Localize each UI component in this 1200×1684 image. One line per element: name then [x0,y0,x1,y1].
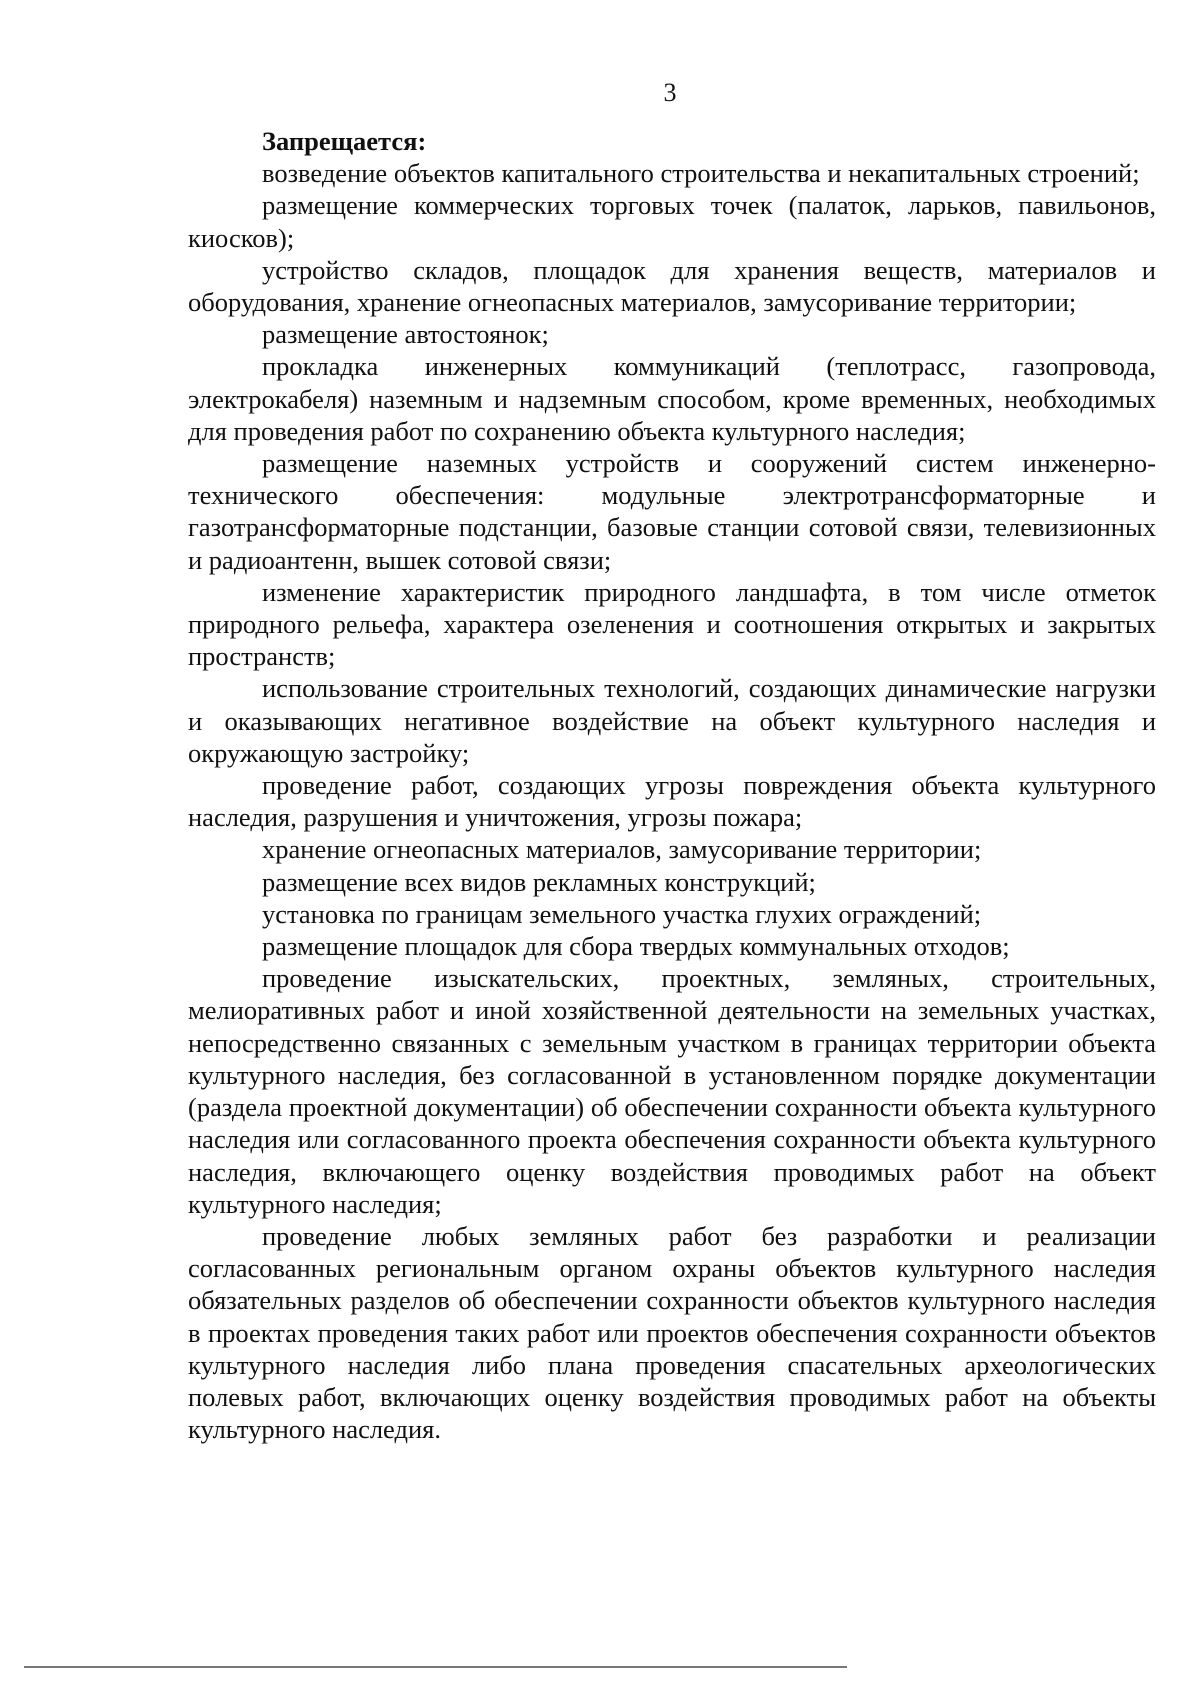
paragraph: размещение всех видов рекламных конструкций; [262,866,816,897]
paragraph: использование строительных технологий, создающих динамические нагрузки и оказывающих негативное воздействие на объект культурного наследия и окружающую застройку; [188,673,1156,768]
paragraph: размещение коммерческих торговых точек (палаток, ларьков, павильонов, киосков); [188,190,1156,253]
paragraph: хранение огнеопасных материалов, замусоривание территории; [262,834,982,865]
paragraph: размещение автостоянок; [262,319,549,350]
page-number: 3 [663,78,677,107]
paragraph: установка по границам земельного участка глухих ограждений; [262,898,982,929]
paragraph: изменение характеристик природного ландшафта, в том числе отметок природного рельефа, характера озеленения и соотношения открытых и закрытых пространств; [188,576,1156,672]
document-body [188,125,1156,1445]
paragraph: проведение любых земляных работ без разработки и реализации согласованных региональным органом охраны объектов культурного наследия обязательных разделов об обеспечении сохранности объектов культурного наследия в проектах проведения таких работ или проектов обеспечения сохранности объектов культурного наследия либо плана проведения спасательных археологических полевых работ, включающих оценку воздействия проводимых работ на объекты культурного наследия. [188,1220,1156,1445]
paragraph: размещение площадок для сбора твердых коммунальных отходов; [262,931,1010,962]
paragraph: возведение объектов капитального строительства и некапитальных строений; [262,158,1140,189]
paragraph: проведение изыскательских, проектных, земляных, строительных, мелиоративных работ и иной хозяйственной деятельности на земельных участках, непосредственно связанных с земельным участком в границах территории объекта культурного наследия, без согласованной в установленном порядке документации (раздела проектной документации) об обеспечении сохранности объекта культурного наследия или согласованного проекта обеспечения сохранности объекта культурного наследия, включающего оценку воздействия проводимых работ на объект культурного наследия; [188,963,1156,1219]
section-heading: Запрещается: [262,126,427,156]
paragraph: прокладка инженерных коммуникаций (теплотрасс, газопровода, электрокабеля) наземным и надземным способом, кроме временных, необходимых для проведения работ по сохранению объекта культурного наследия; [188,351,1156,446]
paragraph: проведение работ, создающих угрозы повреждения объекта культурного наследия, разрушения и уничтожения, угрозы пожара; [188,770,1156,833]
paragraph: размещение наземных устройств и сооружений систем инженерно-технического обеспечения: модульные электротрансформаторные и газотрансформаторные подстанции, базовые станции сотовой связи, телевизионных и радиоантенн, вышек сотовой связи; [188,448,1156,575]
footer-rule [24,1666,847,1668]
paragraph: устройство складов, площадок для хранения веществ, материалов и оборудования, хранение огнеопасных материалов, замусоривание территории; [188,254,1156,318]
